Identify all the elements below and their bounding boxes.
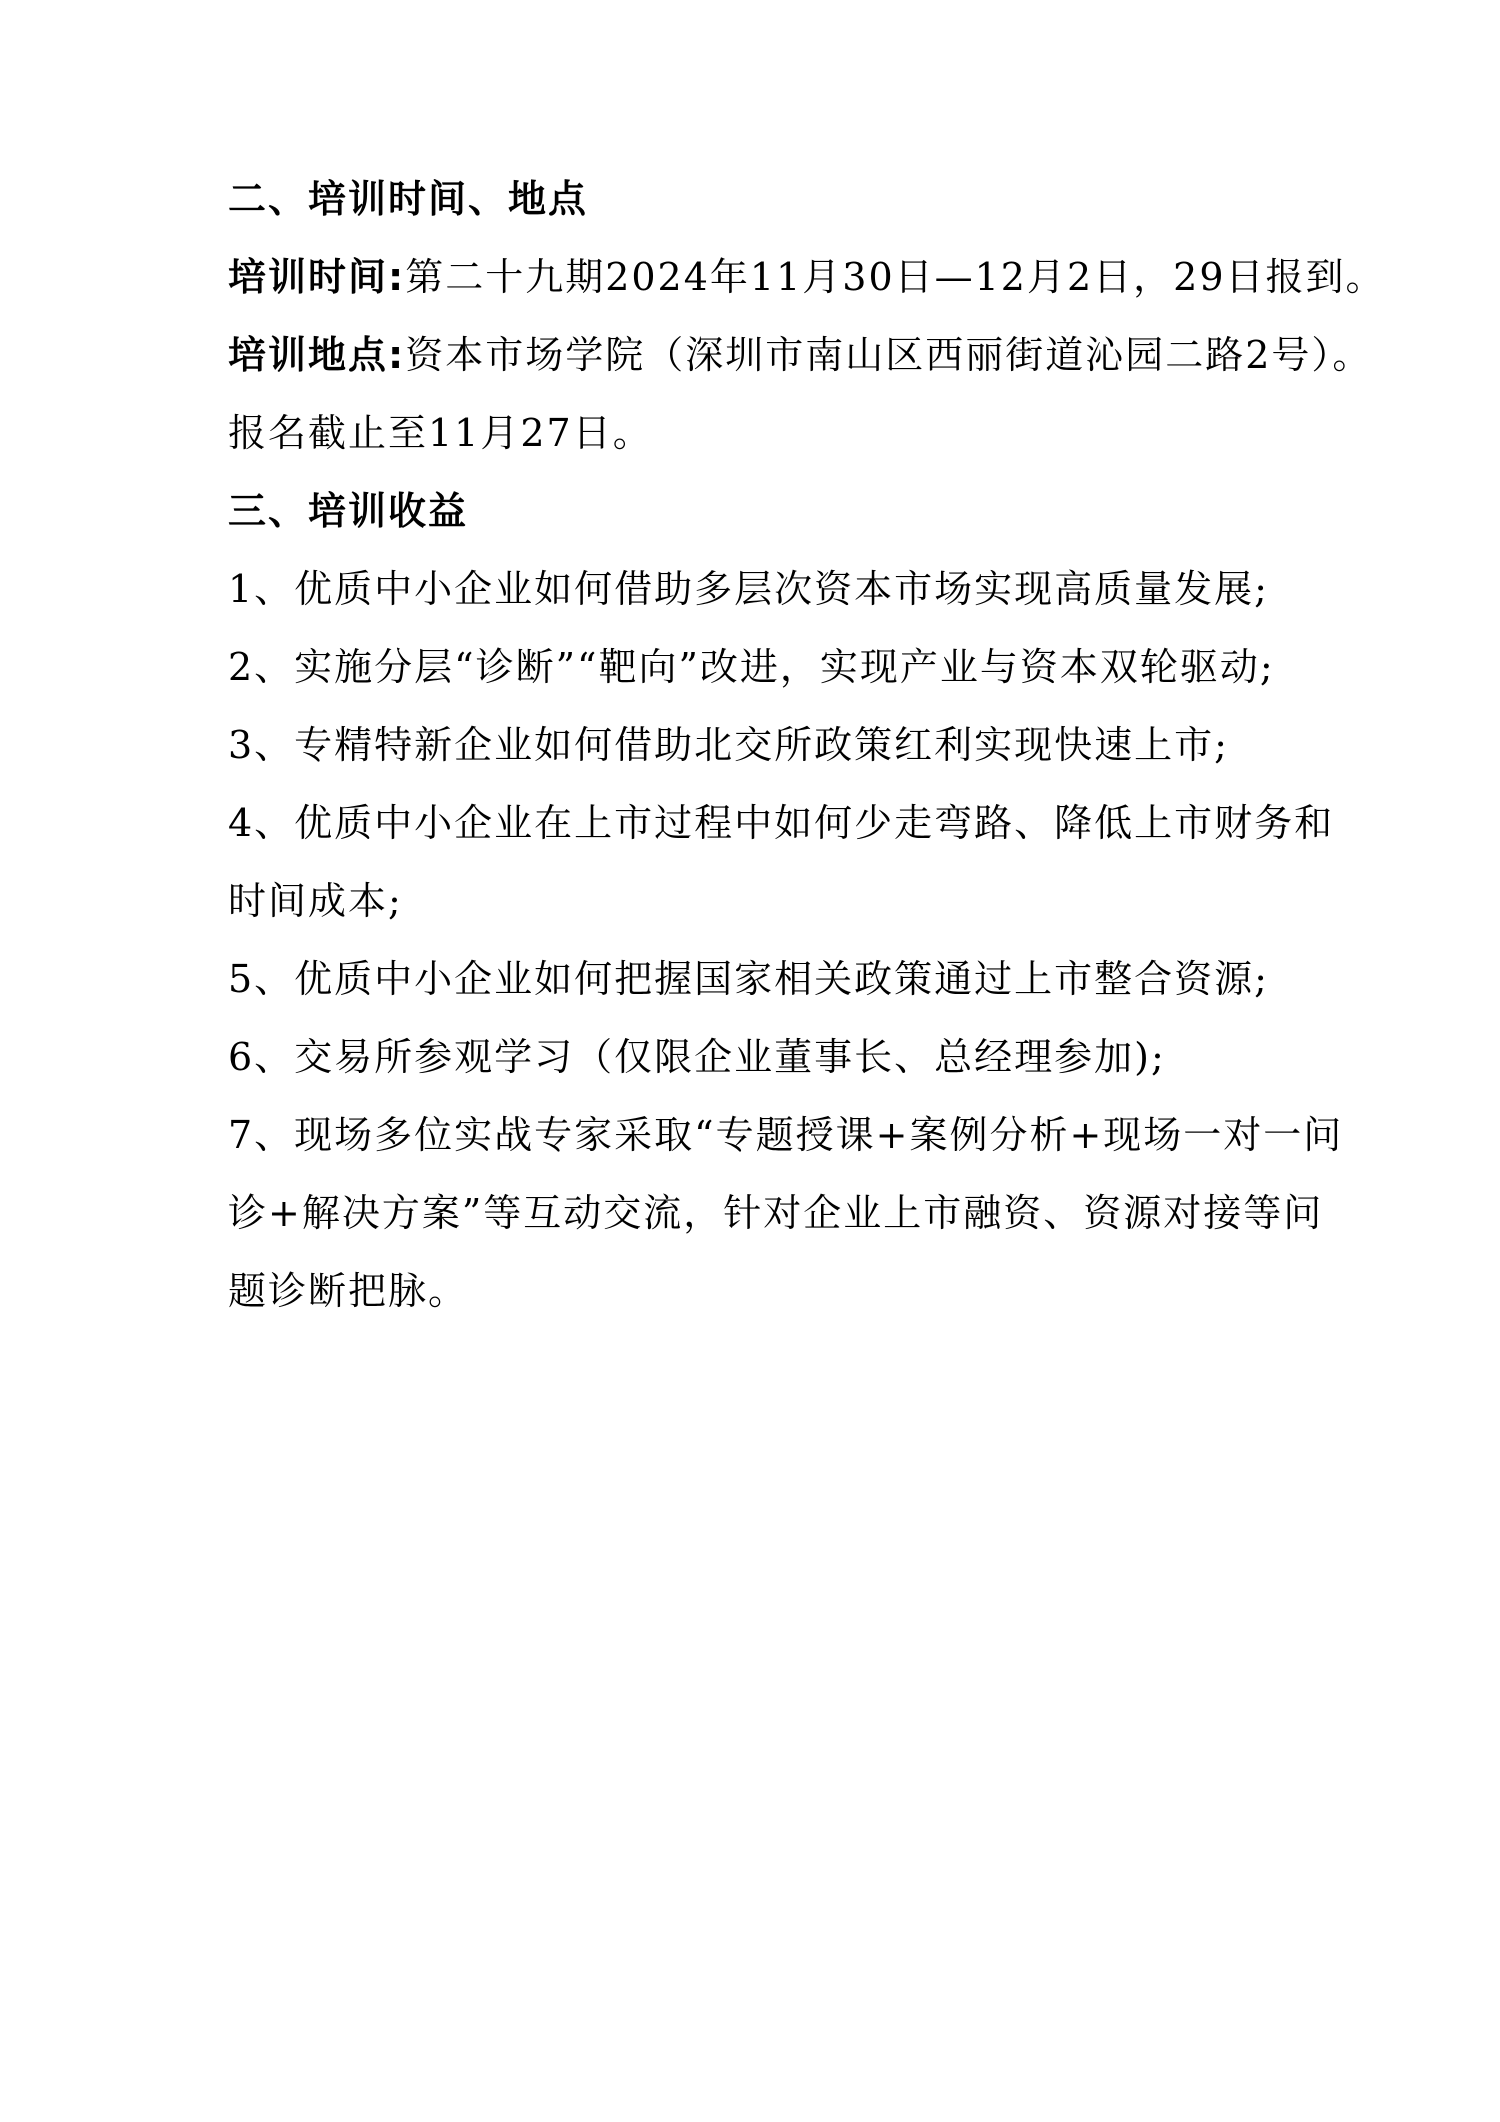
benefit-line: 7、现场多位实战专家采取“专题授课+案例分析+现场一对一问	[228, 1113, 1344, 1157]
training-time-label: 培训时间:	[228, 255, 406, 299]
benefit-line: 2、实施分层“诊断”“靶向”改进，实现产业与资本双轮驱动;	[228, 645, 1275, 689]
benefit-line: 5、优质中小企业如何把握国家相关政策通过上市整合资源;	[228, 957, 1269, 1001]
benefit-line: 题诊断把脉。	[228, 1269, 469, 1313]
training-time-value: 第二十九期2024年11月30日—12月2日，29日报到。	[405, 255, 1386, 299]
training-place-label: 培训地点:	[228, 333, 406, 377]
document-body	[228, 160, 1408, 1330]
benefit-line: 6、交易所参观学习（仅限企业董事长、总经理参加);	[228, 1035, 1166, 1079]
training-time-line	[228, 238, 1408, 316]
benefit-line: 3、专精特新企业如何借助北交所政策红利实现快速上市;	[228, 723, 1229, 767]
benefit-line: 诊+解决方案”等互动交流，针对企业上市融资、资源对接等问	[228, 1191, 1324, 1235]
training-place-value: 资本市场学院（深圳市南山区西丽街道沁园二路2号）。	[405, 333, 1373, 377]
training-place-line	[228, 316, 1408, 394]
registration-deadline: 报名截止至11月27日。	[228, 411, 653, 455]
section-heading-benefits: 三、培训收益	[228, 489, 469, 533]
section-heading-time-place: 二、培训时间、地点	[228, 177, 589, 221]
benefit-line: 时间成本;	[228, 879, 403, 923]
benefit-line: 4、优质中小企业在上市过程中如何少走弯路、降低上市财务和	[228, 801, 1335, 845]
benefit-line: 1、优质中小企业如何借助多层次资本市场实现高质量发展;	[228, 567, 1269, 611]
